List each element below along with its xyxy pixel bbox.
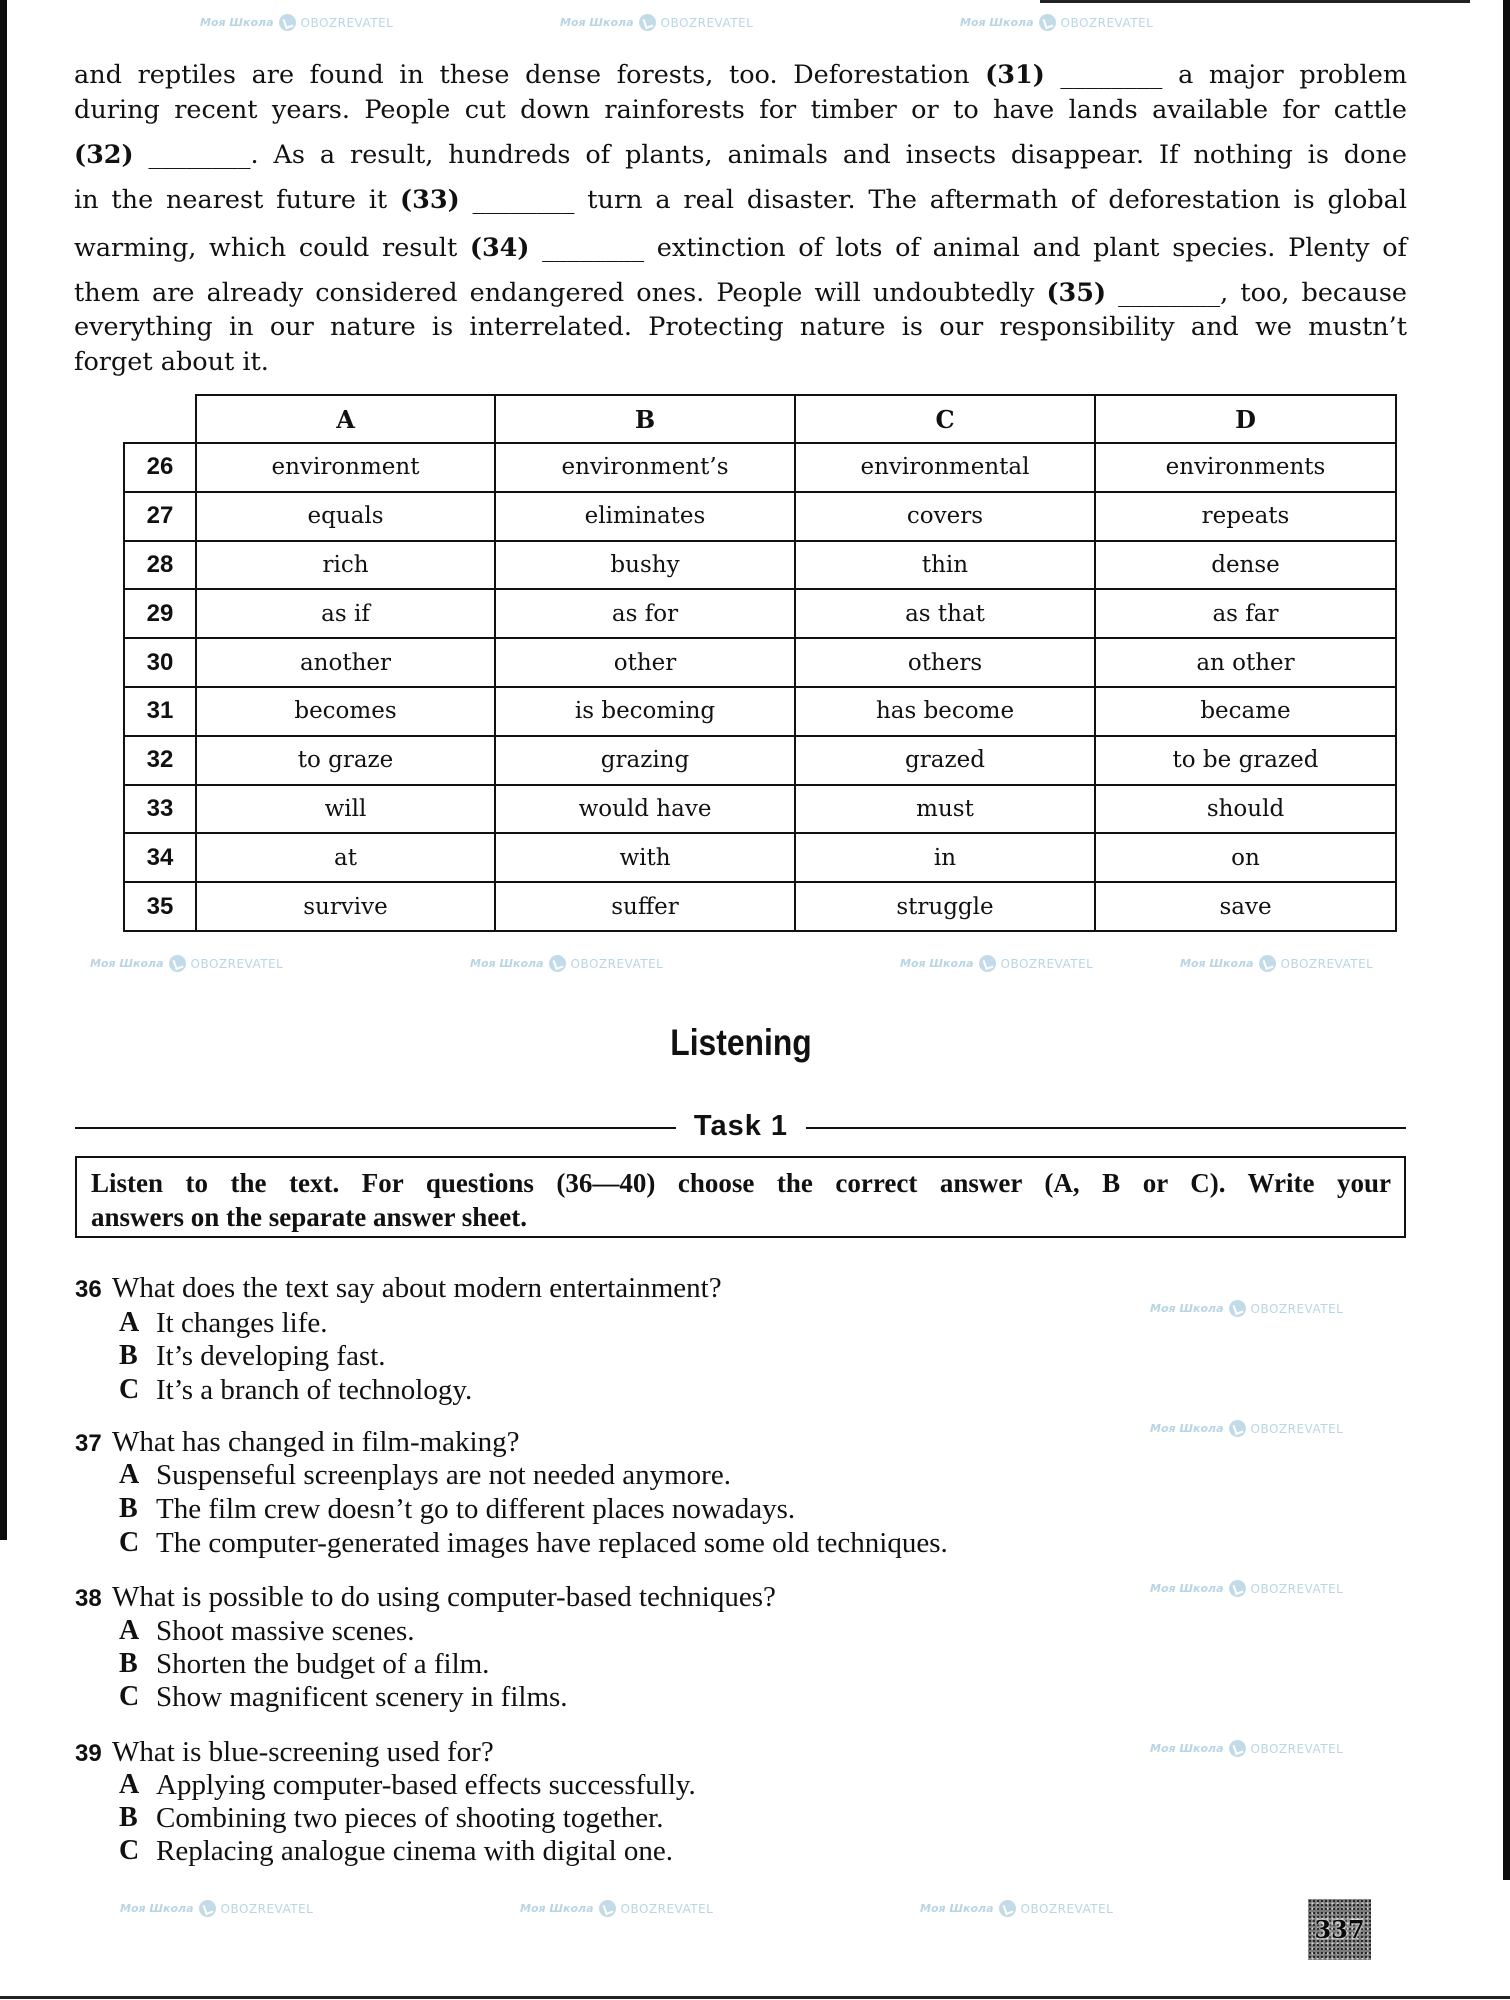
watermark-brand: Моя Школа — [1180, 957, 1254, 970]
question-number: 38 — [75, 1585, 102, 1612]
paragraph-line — [74, 345, 1407, 379]
watermark-logo-icon — [279, 14, 296, 31]
table-row — [124, 687, 1396, 736]
watermark-partner: OBOZREVATEL — [1000, 956, 1094, 971]
watermark-logo-icon — [199, 1900, 216, 1917]
column-header-b: B — [495, 395, 795, 443]
watermark — [1180, 955, 1373, 972]
watermark — [900, 955, 1093, 972]
paragraph-line — [74, 276, 1407, 310]
paragraph-line — [74, 231, 1407, 265]
option-cell-d: became — [1095, 687, 1396, 736]
item-number: 35 — [124, 882, 196, 931]
table-row — [124, 833, 1396, 882]
option-letter: A — [119, 1307, 140, 1338]
watermark-partner: OBOZREVATEL — [220, 1901, 314, 1916]
table-row — [124, 541, 1396, 590]
watermark-logo-icon — [1229, 1420, 1246, 1437]
watermark-logo-icon — [549, 955, 566, 972]
watermark-logo-icon — [169, 955, 186, 972]
table-row — [124, 638, 1396, 687]
option-cell-c: others — [795, 638, 1095, 687]
option-cell-d: on — [1095, 833, 1396, 882]
instructions-line-1: Listen to the text. For questions (36—40) choose the correct answer (A, B or C). Write your — [91, 1168, 1391, 1198]
gap-number: (31) — [985, 60, 1045, 90]
option-cell-b: environment’s — [495, 443, 795, 492]
option-cell-c: grazed — [795, 736, 1095, 785]
option-cell-b: as for — [495, 589, 795, 638]
option-cell-c: has become — [795, 687, 1095, 736]
watermark-brand: Моя Школа — [90, 957, 164, 970]
option-text: Shoot massive scenes. — [156, 1615, 415, 1647]
option-cell-b: other — [495, 638, 795, 687]
option-cell-d: environments — [1095, 443, 1396, 492]
paragraph-line — [74, 93, 1407, 127]
option-text: It’s developing fast. — [156, 1340, 386, 1372]
paragraph-text: ________ a major problem — [1044, 60, 1407, 90]
paragraph-text: ________ turn a real disaster. The aftermath of deforestation is global — [459, 185, 1407, 215]
gap-number: (34) — [469, 233, 530, 263]
watermark-partner: OBOZREVATEL — [1250, 1741, 1344, 1756]
option-letter: B — [119, 1648, 138, 1679]
option-cell-d: dense — [1095, 541, 1396, 590]
watermark-brand: Моя Школа — [200, 16, 274, 29]
option-cell-a: becomes — [196, 687, 495, 736]
table-row — [124, 443, 1396, 492]
watermark-partner: OBOZREVATEL — [1250, 1301, 1344, 1316]
option-cell-c: thin — [795, 541, 1095, 590]
option-text: Show magnificent scenery in films. — [156, 1681, 568, 1713]
option-text: Applying computer-based effects successfully. — [156, 1769, 696, 1801]
watermark-brand: Моя Школа — [520, 1902, 594, 1915]
paragraph-text: ________, too, because — [1106, 278, 1407, 308]
item-number: 30 — [124, 638, 196, 687]
option-cell-b: bushy — [495, 541, 795, 590]
paragraph-line — [74, 138, 1407, 172]
option-text: The film crew doesn’t go to different places nowadays. — [156, 1493, 796, 1525]
option-letter: A — [119, 1769, 140, 1800]
item-number: 31 — [124, 687, 196, 736]
item-number: 29 — [124, 589, 196, 638]
option-text: It’s a branch of technology. — [156, 1374, 473, 1406]
watermark-partner: OBOZREVATEL — [1250, 1421, 1344, 1436]
option-cell-b: grazing — [495, 736, 795, 785]
option-cell-d: save — [1095, 882, 1396, 931]
option-text: Combining two pieces of shooting together. — [156, 1802, 664, 1834]
section-title-listening: Listening — [670, 1022, 812, 1063]
table-row — [124, 492, 1396, 541]
paragraph-text: during recent years. People cut down rainforests for timber or to have lands available for cattle — [74, 95, 1407, 125]
option-cell-d: to be grazed — [1095, 736, 1396, 785]
item-number: 32 — [124, 736, 196, 785]
paragraph-text: forget about it. — [74, 347, 269, 377]
option-cell-c: as that — [795, 589, 1095, 638]
option-cell-a: as if — [196, 589, 495, 638]
watermark — [120, 1900, 313, 1917]
watermark — [470, 955, 663, 972]
watermark-brand: Моя Школа — [1150, 1302, 1224, 1315]
watermark-partner: OBOZREVATEL — [300, 15, 394, 30]
column-header-c: C — [795, 395, 1095, 443]
option-cell-c: must — [795, 785, 1095, 834]
option-letter: C — [119, 1374, 140, 1405]
table-row — [124, 589, 1396, 638]
table-row — [124, 736, 1396, 785]
option-letter: C — [119, 1835, 140, 1866]
question-text: What does the text say about modern entertainment? — [112, 1272, 722, 1304]
option-cell-a: environment — [196, 443, 495, 492]
watermark-brand: Моя Школа — [1150, 1422, 1224, 1435]
scan-edge-top — [1040, 0, 1470, 3]
watermark — [520, 1900, 713, 1917]
option-cell-d: as far — [1095, 589, 1396, 638]
question-number: 39 — [75, 1740, 102, 1767]
question-text: What is possible to do using computer-based techniques? — [112, 1581, 776, 1613]
paragraph-line — [74, 58, 1407, 92]
page-number: 337 — [1314, 1915, 1365, 1944]
option-text: The computer-generated images have replaced some old techniques. — [156, 1527, 948, 1559]
gap-number: (32) — [74, 140, 134, 170]
item-number: 26 — [124, 443, 196, 492]
watermark-brand: Моя Школа — [1150, 1582, 1224, 1595]
watermark-brand: Моя Школа — [120, 1902, 194, 1915]
watermark-partner: OBOZREVATEL — [190, 956, 284, 971]
paragraph-text: everything in our nature is interrelated. Protecting nature is our responsibility and we mustn’t — [74, 312, 1407, 342]
column-header-d: D — [1095, 395, 1396, 443]
watermark-brand: Моя Школа — [470, 957, 544, 970]
watermark — [1150, 1300, 1343, 1317]
watermark — [560, 14, 753, 31]
table-corner-cell — [124, 395, 196, 443]
option-cell-d: should — [1095, 785, 1396, 834]
option-cell-a: another — [196, 638, 495, 687]
watermark-logo-icon — [999, 1900, 1016, 1917]
option-cell-d: an other — [1095, 638, 1396, 687]
watermark-brand: Моя Школа — [1150, 1742, 1224, 1755]
watermark — [1150, 1740, 1343, 1757]
watermark — [920, 1900, 1113, 1917]
option-cell-c: environmental — [795, 443, 1095, 492]
watermark-logo-icon — [1229, 1580, 1246, 1597]
instructions-line-2: answers on the separate answer sheet. — [91, 1202, 527, 1232]
paragraph-text: warming, which could result — [74, 233, 470, 263]
item-number: 28 — [124, 541, 196, 590]
watermark-partner: OBOZREVATEL — [620, 1901, 714, 1916]
option-letter: A — [119, 1459, 140, 1490]
watermark-logo-icon — [1039, 14, 1056, 31]
page-number-badge — [1308, 1899, 1371, 1960]
option-cell-a: at — [196, 833, 495, 882]
watermark-partner: OBOZREVATEL — [660, 15, 754, 30]
paragraph-text: and reptiles are found in these dense forests, too. Deforestation — [74, 60, 986, 90]
watermark-brand: Моя Школа — [960, 16, 1034, 29]
option-cell-a: equals — [196, 492, 495, 541]
watermark-logo-icon — [1229, 1740, 1246, 1757]
option-text: Shorten the budget of a film. — [156, 1648, 490, 1680]
table-header-row — [124, 395, 1396, 443]
option-cell-b: suffer — [495, 882, 795, 931]
paragraph-text: ________. As a result, hundreds of plants, animals and insects disappear. If nothing is done — [133, 140, 1407, 170]
watermark — [90, 955, 283, 972]
option-letter: C — [119, 1527, 140, 1558]
option-cell-c: struggle — [795, 882, 1095, 931]
option-cell-b: eliminates — [495, 492, 795, 541]
item-number: 33 — [124, 785, 196, 834]
gap-number: (35) — [1046, 278, 1107, 308]
watermark — [200, 14, 393, 31]
watermark — [1150, 1420, 1343, 1437]
option-letter: B — [119, 1802, 138, 1833]
item-number: 34 — [124, 833, 196, 882]
table-row — [124, 785, 1396, 834]
watermark-logo-icon — [979, 955, 996, 972]
gap-number: (33) — [400, 185, 460, 215]
option-cell-b: is becoming — [495, 687, 795, 736]
answer-options-table — [123, 394, 1397, 932]
watermark-logo-icon — [599, 1900, 616, 1917]
watermark — [1150, 1580, 1343, 1597]
watermark — [960, 14, 1153, 31]
table-row — [124, 882, 1396, 931]
watermark-logo-icon — [1229, 1300, 1246, 1317]
option-letter: B — [119, 1493, 138, 1524]
paragraph-line — [74, 310, 1407, 344]
question-number: 36 — [75, 1276, 102, 1303]
option-text: It changes life. — [156, 1307, 328, 1339]
option-cell-a: to graze — [196, 736, 495, 785]
watermark-partner: OBOZREVATEL — [1250, 1581, 1344, 1596]
watermark-brand: Моя Школа — [920, 1902, 994, 1915]
option-cell-c: in — [795, 833, 1095, 882]
scan-edge-left — [0, 0, 7, 1540]
question-text: What is blue-screening used for? — [112, 1736, 494, 1768]
watermark-logo-icon — [1259, 955, 1276, 972]
watermark-partner: OBOZREVATEL — [1060, 15, 1154, 30]
option-cell-b: with — [495, 833, 795, 882]
watermark-partner: OBOZREVATEL — [570, 956, 664, 971]
watermark-partner: OBOZREVATEL — [1020, 1901, 1114, 1916]
column-header-a: A — [196, 395, 495, 443]
item-number: 27 — [124, 492, 196, 541]
watermark-partner: OBOZREVATEL — [1280, 956, 1374, 971]
option-letter: A — [119, 1615, 140, 1646]
option-cell-b: would have — [495, 785, 795, 834]
watermark-logo-icon — [639, 14, 656, 31]
paragraph-text: in the nearest future it — [74, 185, 401, 215]
option-letter: C — [119, 1681, 140, 1712]
watermark-brand: Моя Школа — [560, 16, 634, 29]
option-cell-a: rich — [196, 541, 495, 590]
scan-edge-bottom — [0, 1996, 1510, 1999]
scan-edge-right — [1503, 0, 1510, 1880]
instructions-box — [75, 1156, 1406, 1238]
option-text: Suspenseful screenplays are not needed anymore. — [156, 1459, 731, 1491]
paragraph-text: them are already considered endangered ones. People will undoubtedly — [74, 278, 1047, 308]
paragraph-text: ________ extinction of lots of animal and plant species. Plenty of — [529, 233, 1407, 263]
task-label: Task 1 — [676, 1108, 806, 1144]
question-number: 37 — [75, 1430, 102, 1457]
paragraph-line — [74, 183, 1407, 217]
option-letter: B — [119, 1340, 138, 1371]
option-cell-d: repeats — [1095, 492, 1396, 541]
watermark-brand: Моя Школа — [900, 957, 974, 970]
option-cell-a: will — [196, 785, 495, 834]
option-cell-a: survive — [196, 882, 495, 931]
question-text: What has changed in film-making? — [112, 1426, 520, 1458]
option-cell-c: covers — [795, 492, 1095, 541]
option-text: Replacing analogue cinema with digital one. — [156, 1835, 674, 1867]
